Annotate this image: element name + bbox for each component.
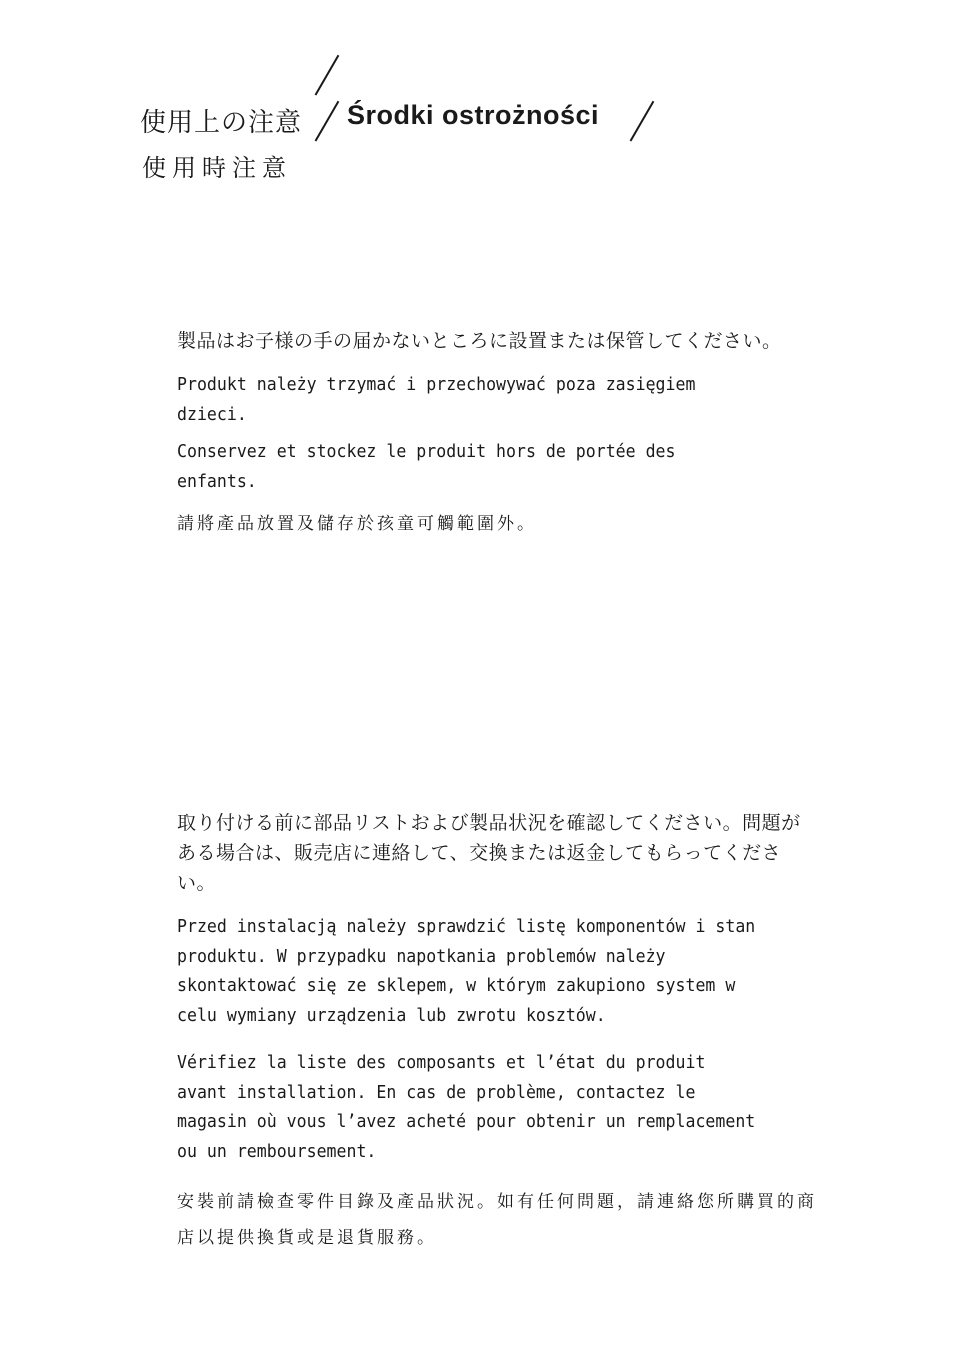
notice-text-japanese: 取り付ける前に部品リストおよび製品状況を確認してください。問題がある場合は、販売店に連絡して、交換または返金してもらってください。 — [177, 812, 801, 894]
notice-text-polish: Produkt należy trzymać i przechowywać poza zasięgiem dzieci. — [177, 374, 696, 425]
notice-child-safety — [177, 326, 817, 542]
decorative-slash — [315, 55, 339, 96]
decorative-slash — [630, 101, 654, 142]
decorative-slash — [315, 101, 339, 142]
title-japanese: 使用上の注意 — [140, 108, 303, 138]
notice-text-french: Vérifiez la liste des composants et l’état du produit avant installation. En cas de problème, contactez le magasin où vous l’avez acheté pour obtenir un remplacement ou un remboursement. — [177, 1052, 756, 1162]
notice-text-chinese: 請將產品放置及儲存於孩童可觸範圍外。 — [177, 514, 537, 534]
notice-text-polish: Przed instalacją należy sprawdzić listę komponentów i stan produktu. W przypadku napotkania problemów należy skontaktować się ze sklepem, w którym zakupiono system w celu wymiany urządzenia lub zwrotu kosztów. — [177, 916, 756, 1026]
notice-text-japanese: 製品はお子様の手の届かないところに設置または保管してください。 — [177, 330, 782, 352]
title-polish: Środki ostrożności — [347, 100, 600, 130]
page-header — [140, 50, 820, 190]
notice-check-parts — [177, 808, 817, 1256]
notice-text-french: Conservez et stockez le produit hors de portée des enfants. — [177, 441, 676, 492]
notice-text-chinese: 安裝前請檢查零件目錄及產品狀況。如有任何問題，請連絡您所購買的商店以提供換貨或是退貨服務。 — [177, 1192, 817, 1248]
title-chinese: 使用時注意 — [142, 154, 292, 182]
